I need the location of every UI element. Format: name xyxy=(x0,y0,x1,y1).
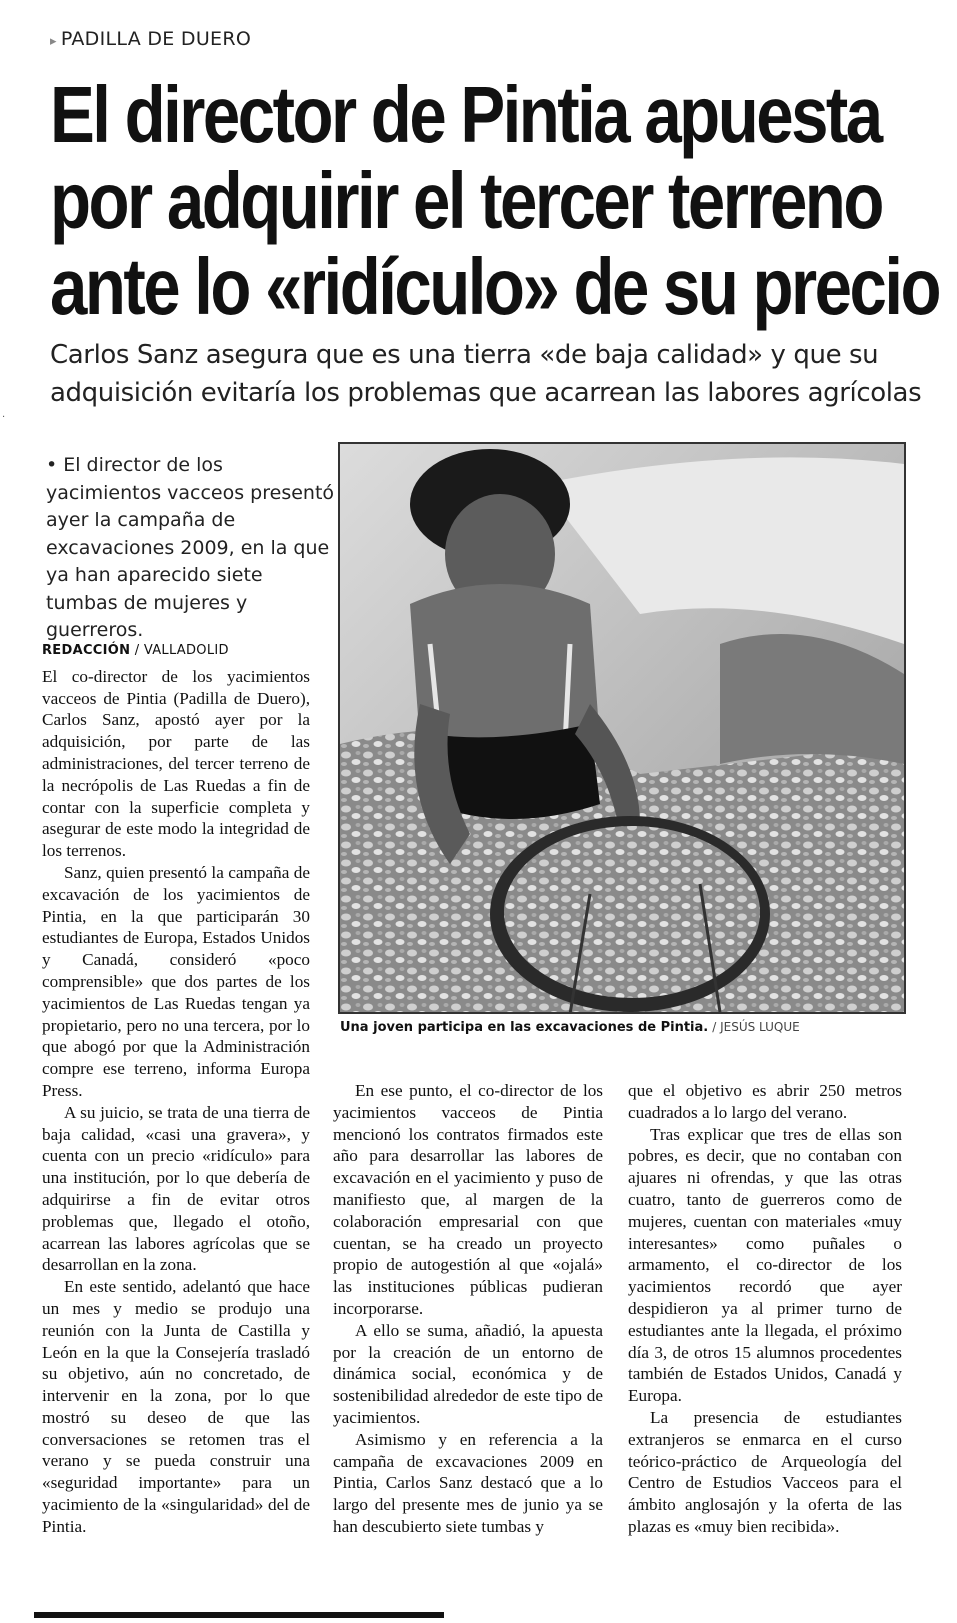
paragraph: En este sentido, adelantó que hace un mes y medio se produjo una reunión con la Junta de Castilla y León en la que la Consejería trasladó su objetivo, aún no concretado, de intervenir en la zona, por lo que mostró su deseo de que las conversaciones se retomen tras el verano y se pueda construir una «seguridad importante» para un yacimiento de la «singularidad» del de Pintia. xyxy=(42,1277,310,1536)
paragraph: En ese punto, el co-director de los yacimientos vacceos de Pintia mencionó los contratos firmados este año para desarrollar las labores de excavación en el yacimiento y puso de manifiesto que, al margen de la colaboración empresarial con que cuentan, se ha creado un proyecto propio de autogestión al que «ojalá» las instituciones públicas pudieran incorporarse. xyxy=(333,1081,603,1318)
headline-line-3: ante lo «ridículo» de su precio xyxy=(50,242,940,331)
bottom-rule xyxy=(34,1612,444,1618)
paragraph: que el objetivo es abrir 250 metros cuadrados a lo largo del verano. xyxy=(628,1081,902,1122)
photo-credit: / JESÚS LUQUE xyxy=(712,1020,800,1034)
caption-text: Una joven participa en las excavaciones de Pintia. xyxy=(340,1020,709,1035)
byline xyxy=(42,640,310,662)
paragraph: El co-director de los yacimientos vacceos de Pintia (Padilla de Duero), Carlos Sanz, apostó ayer por la adquisición, por parte de las administraciones, del tercer terreno de la necrópolis de Las Ruedas a fin de contar con la superficie completa y asegurar de este modo la integridad de los terrenos. xyxy=(42,666,310,861)
paragraph: Tras explicar que tres de ellas son pobres, es decir, que no contaban con ajuares ni ofrendas, y que las otras cuatro, tanto de guerreros como de mujeres, cuentan con materiales «muy interesantes» como puñales o armamento, el co-director de los yacimientos recordó que ayer despidieron ya al primer turno de estudiantes ante la llegada, el próximo día 3, de otros 15 alumnos procedentes también de Estados Unidos, Canadá y Europa. xyxy=(628,1124,902,1406)
summary-lead xyxy=(46,452,336,645)
article-column-3 xyxy=(628,1080,902,1538)
article-photo xyxy=(338,442,906,1014)
bullet-icon: • xyxy=(46,454,58,476)
summary-text: El director de los yacimientos vacceos presentó ayer la campaña de excavaciones 2009, en la que ya han aparecido siete tumbas de mujeres y guerreros. xyxy=(46,454,335,641)
byline-author: REDACCIÓN xyxy=(42,643,131,658)
article-column-1 xyxy=(42,640,310,1538)
article-column-2 xyxy=(333,1080,603,1538)
section-label xyxy=(50,28,251,50)
paragraph: A su juicio, se trata de una tierra de baja calidad, «casi una gravera», y cuenta con un precio «ridículo» para una institución, por lo que debería de adquirirse a fin de evitar otros problemas que, llegado el otoño, acarrean las labores agrícolas que se desarrollan en la zona. xyxy=(42,1102,310,1275)
section-marker-icon: ▸ xyxy=(50,34,57,49)
paragraph: A ello se suma, añadió, la apuesta por la creación de un entorno de dinámica social, económica y de sostenibilidad alrededor de este tipo de yacimientos. xyxy=(333,1320,603,1427)
photo-caption xyxy=(340,1020,920,1035)
paragraph: Asimismo y en referencia a la campaña de excavaciones 2009 en Pintia, Carlos Sanz destacó que a lo largo del presente mes de junio ya se han descubierto siete tumbas y xyxy=(333,1429,603,1536)
headline xyxy=(50,72,940,330)
paragraph: La presencia de estudiantes extranjeros se enmarca en el curso teórico-práctico de Arqueología del Centro de Estudios Vacceos para el ámbito anglosajón y la oferta de las plazas es «muy bien recibida». xyxy=(628,1407,902,1536)
scan-speck: · xyxy=(2,412,6,423)
headline-line-2: por adquirir el tercer terreno xyxy=(50,156,882,245)
section-name: PADILLA DE DUERO xyxy=(60,28,252,50)
excavation-photo-illustration xyxy=(340,444,904,1012)
paragraph: Sanz, quien presentó la campaña de excavación de los yacimientos de Pintia, en la que participarán 30 estudiantes de Europa, Estados Unidos y Canadá, consideró «poco comprensible» que dos partes de los yacimientos de Las Ruedas tengan ya propietario, pero no una tercera, por lo que abogó por que la Administración compre ese terreno, informa Europa Press. xyxy=(42,862,310,1100)
subheadline: Carlos Sanz asegura que es una tierra «de baja calidad» y que su adquisición evitaría los problemas que acarrean las labores agrícolas xyxy=(50,340,922,408)
byline-place: / VALLADOLID xyxy=(134,643,229,658)
headline-line-1: El director de Pintia apuesta xyxy=(50,70,881,159)
